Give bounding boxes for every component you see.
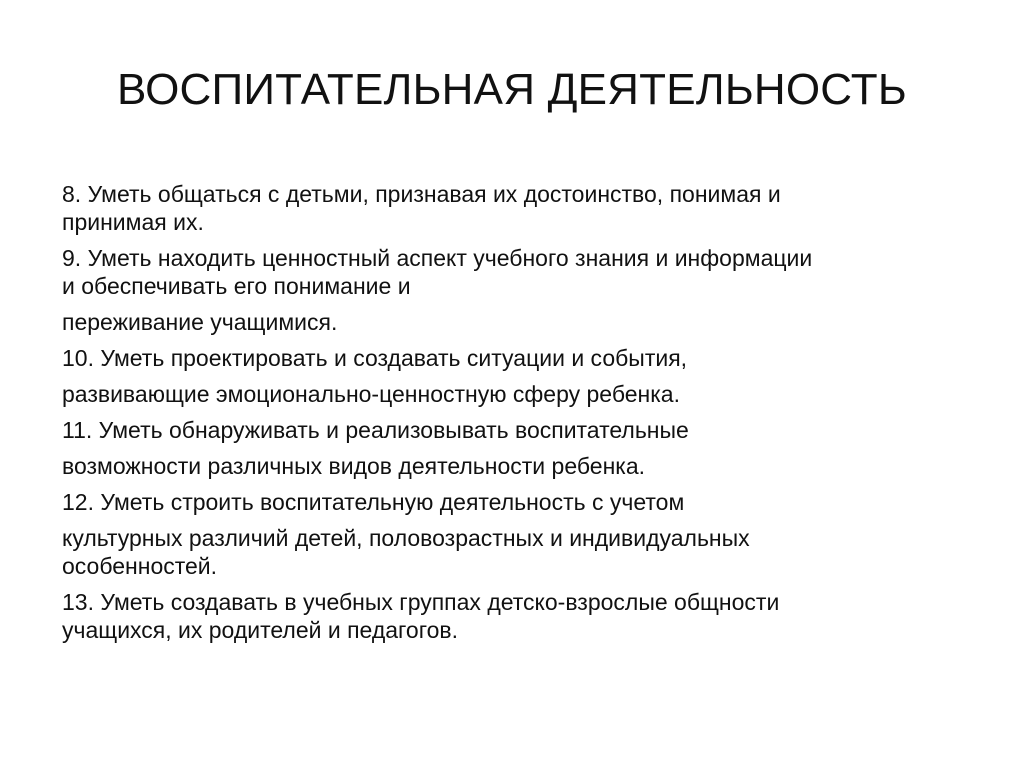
paragraph-8: [62, 180, 962, 236]
paragraph-10: [62, 344, 962, 372]
paragraph-line: развивающие эмоционально-ценностную сферу ребенка.: [62, 381, 680, 407]
paragraph-line: 8. Уметь общаться с детьми, признавая их достоинство, понимая и: [62, 181, 781, 207]
paragraph-9: [62, 244, 962, 300]
paragraph-10-continued: [62, 380, 962, 408]
paragraph-line: культурных различий детей, половозрастных и индивидуальных: [62, 525, 750, 551]
paragraph-line: возможности различных видов деятельности ребенка.: [62, 453, 646, 479]
paragraph-11: [62, 416, 962, 444]
paragraph-line: 13. Уметь создавать в учебных группах детско-взрослые общности: [62, 589, 780, 615]
paragraph-13: [62, 588, 962, 644]
slide-body: [62, 180, 962, 644]
paragraph-line: 12. Уметь строить воспитательную деятельность с учетом: [62, 489, 685, 515]
paragraph-12: [62, 488, 962, 516]
paragraph-line: 10. Уметь проектировать и создавать ситуации и события,: [62, 345, 688, 371]
paragraph-line: и обеспечивать его понимание и: [62, 273, 411, 299]
slide-title: ВОСПИТАТЕЛЬНАЯ ДЕЯТЕЛЬНОСТЬ: [117, 65, 907, 114]
paragraph-line: 11. Уметь обнаруживать и реализовывать воспитательные: [62, 417, 689, 443]
paragraph-line: особенностей.: [62, 553, 218, 579]
paragraph-line: 9. Уметь находить ценностный аспект учебного знания и информации: [62, 245, 813, 271]
paragraph-line: переживание учащимися.: [62, 309, 338, 335]
paragraph-line: учащихся, их родителей и педагогов.: [62, 617, 459, 643]
paragraph-line: принимая их.: [62, 209, 204, 235]
paragraph-9-continued: [62, 308, 962, 336]
paragraph-12-continued: [62, 524, 962, 580]
paragraph-11-continued: [62, 452, 962, 480]
